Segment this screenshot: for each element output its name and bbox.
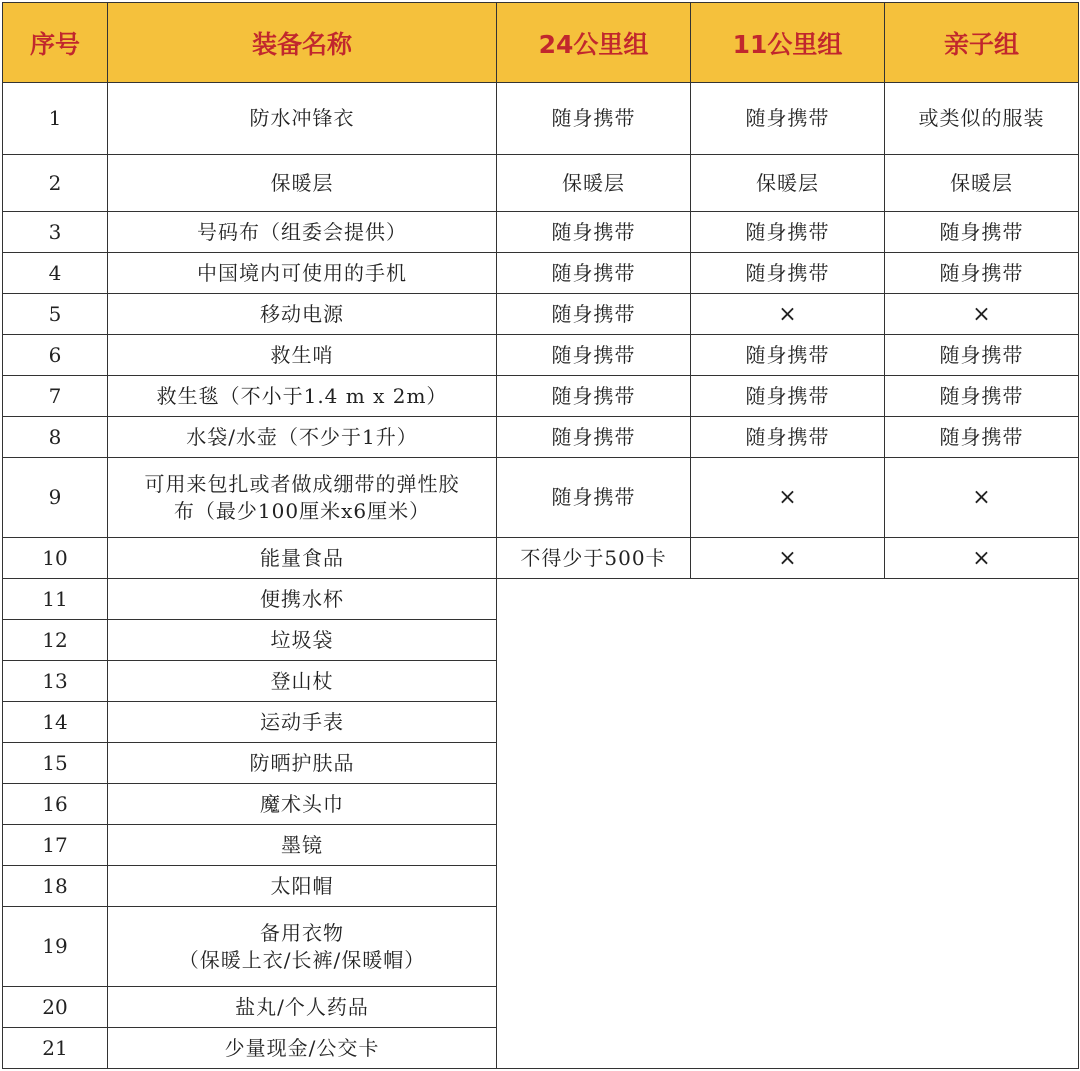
row-item: 救生哨 [108, 335, 497, 376]
header-row [3, 3, 1079, 83]
row-no: 12 [3, 620, 108, 661]
row-family: × [885, 458, 1079, 538]
row-no: 17 [3, 825, 108, 866]
row-item: 移动电源 [108, 294, 497, 335]
row-family: 随身携带 [885, 335, 1079, 376]
row-11km: × [691, 294, 885, 335]
row-24km: 随身携带 [497, 376, 691, 417]
table-row [3, 212, 1079, 253]
row-no: 2 [3, 155, 108, 212]
table-row [3, 335, 1079, 376]
row-family: 随身携带 [885, 212, 1079, 253]
header-item: 装备名称 [108, 3, 497, 83]
equipment-table [2, 2, 1079, 1069]
header-11km: 11公里组 [691, 3, 885, 83]
row-item: 运动手表 [108, 702, 497, 743]
row-24km: 随身携带 [497, 417, 691, 458]
table-row [3, 83, 1079, 155]
row-24km: 随身携带 [497, 335, 691, 376]
row-item: 防水冲锋衣 [108, 83, 497, 155]
row-no: 21 [3, 1028, 108, 1069]
row-11km: × [691, 458, 885, 538]
row-24km: 随身携带 [497, 253, 691, 294]
row-item-line: 可用来包扎或者做成绷带的弹性胶 [144, 471, 460, 496]
row-11km: 随身携带 [691, 335, 885, 376]
row-item: 中国境内可使用的手机 [108, 253, 497, 294]
row-24km: 随身携带 [497, 212, 691, 253]
header-family: 亲子组 [885, 3, 1079, 83]
row-no: 13 [3, 661, 108, 702]
table-row [3, 538, 1079, 579]
row-no: 11 [3, 579, 108, 620]
row-11km: × [691, 538, 885, 579]
row-item-line: （保暖上衣/长裤/保暖帽） [178, 947, 426, 972]
row-item: 墨镜 [108, 825, 497, 866]
table-row [3, 579, 1079, 620]
row-no: 5 [3, 294, 108, 335]
row-family: × [885, 294, 1079, 335]
row-11km: 随身携带 [691, 376, 885, 417]
row-no: 15 [3, 743, 108, 784]
row-11km: 随身携带 [691, 83, 885, 155]
table-row [3, 294, 1079, 335]
row-no: 6 [3, 335, 108, 376]
row-item: 保暖层 [108, 155, 497, 212]
row-no: 7 [3, 376, 108, 417]
row-24km: 随身携带 [497, 458, 691, 538]
row-11km: 随身携带 [691, 417, 885, 458]
row-item: 垃圾袋 [108, 620, 497, 661]
row-item: 登山杖 [108, 661, 497, 702]
table-row [3, 253, 1079, 294]
row-24km: 随身携带 [497, 83, 691, 155]
row-family: 保暖层 [885, 155, 1079, 212]
row-family: 或类似的服装 [885, 83, 1079, 155]
row-no: 4 [3, 253, 108, 294]
row-item: 防晒护肤品 [108, 743, 497, 784]
row-family: 随身携带 [885, 417, 1079, 458]
row-item [108, 458, 497, 538]
table-row [3, 155, 1079, 212]
row-item: 水袋/水壶（不少于1升） [108, 417, 497, 458]
row-family: 随身携带 [885, 253, 1079, 294]
row-family: 随身携带 [885, 376, 1079, 417]
row-no: 10 [3, 538, 108, 579]
row-11km: 随身携带 [691, 253, 885, 294]
row-no: 19 [3, 907, 108, 987]
header-no: 序号 [3, 3, 108, 83]
row-item: 便携水杯 [108, 579, 497, 620]
row-item: 魔术头巾 [108, 784, 497, 825]
row-24km: 保暖层 [497, 155, 691, 212]
header-24km: 24公里组 [497, 3, 691, 83]
row-no: 1 [3, 83, 108, 155]
row-item [108, 907, 497, 987]
row-no: 20 [3, 987, 108, 1028]
empty-area [497, 579, 1079, 1069]
row-11km: 保暖层 [691, 155, 885, 212]
row-item: 少量现金/公交卡 [108, 1028, 497, 1069]
row-item-line: 布（最少100厘米x6厘米） [173, 498, 431, 523]
row-item: 盐丸/个人药品 [108, 987, 497, 1028]
table-row [3, 458, 1079, 538]
row-11km: 随身携带 [691, 212, 885, 253]
row-item: 太阳帽 [108, 866, 497, 907]
row-item: 号码布（组委会提供） [108, 212, 497, 253]
row-item-line: 备用衣物 [260, 920, 344, 945]
row-item: 救生毯（不小于1.4 m x 2m） [108, 376, 497, 417]
row-24km: 不得少于500卡 [497, 538, 691, 579]
row-no: 3 [3, 212, 108, 253]
row-no: 16 [3, 784, 108, 825]
row-no: 18 [3, 866, 108, 907]
table-row [3, 417, 1079, 458]
table-row [3, 376, 1079, 417]
row-item: 能量食品 [108, 538, 497, 579]
row-no: 8 [3, 417, 108, 458]
row-24km: 随身携带 [497, 294, 691, 335]
row-family: × [885, 538, 1079, 579]
row-no: 9 [3, 458, 108, 538]
row-no: 14 [3, 702, 108, 743]
